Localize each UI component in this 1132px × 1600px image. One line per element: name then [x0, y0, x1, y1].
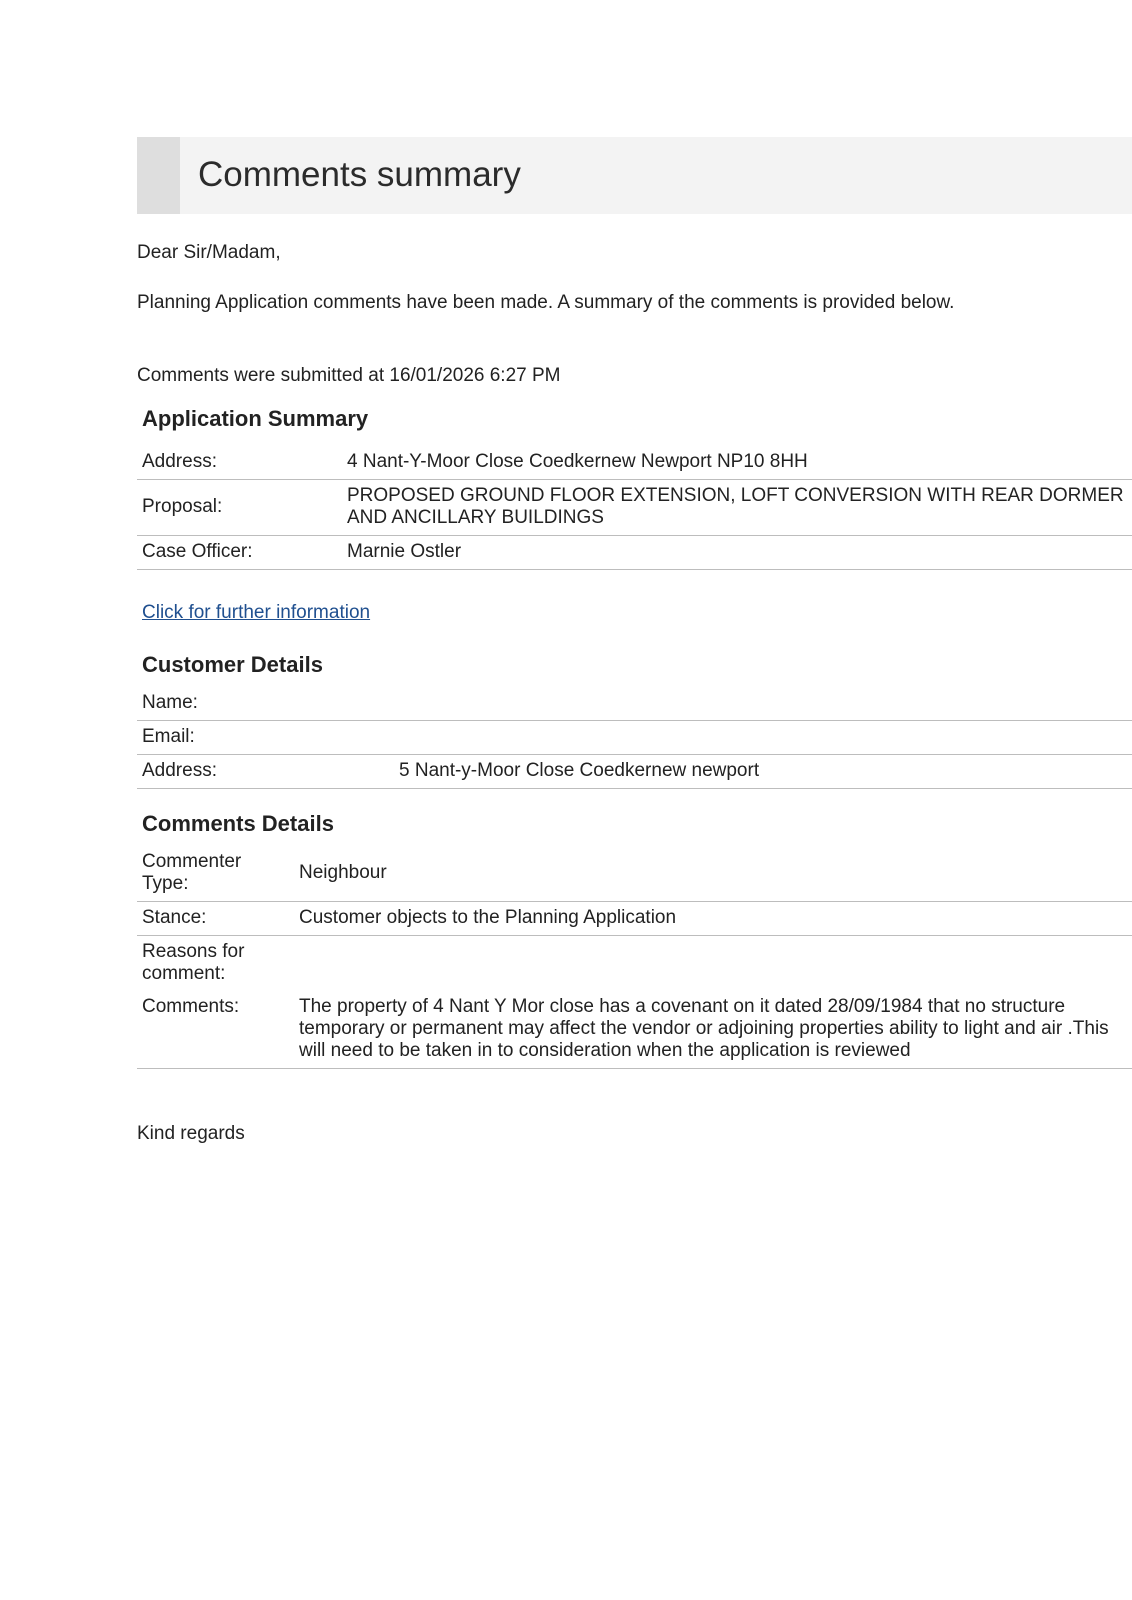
table-row — [137, 480, 1132, 536]
greeting: Dear Sir/Madam, — [137, 242, 281, 263]
closing: Kind regards — [137, 1123, 245, 1144]
page-title: Comments summary — [198, 155, 521, 194]
submitted-timestamp: Comments were submitted at 16/01/2026 6:27 PM — [137, 365, 561, 386]
name-value — [394, 687, 1132, 721]
proposal-value: PROPOSED GROUND FLOOR EXTENSION, LOFT CONVERSION WITH REAR DORMER AND ANCILLARY BUILDINGS — [342, 480, 1132, 536]
customer-address-value: 5 Nant-y-Moor Close Coedkernew newport — [394, 755, 1132, 789]
email-value — [394, 721, 1132, 755]
commenter-type-value: Neighbour — [294, 846, 1132, 902]
comments-label: Comments: — [137, 991, 294, 1069]
customer-details-table — [137, 687, 1132, 789]
comments-details-table — [137, 846, 1132, 1069]
table-row — [137, 755, 1132, 789]
customer-details-heading: Customer Details — [142, 652, 323, 677]
table-row — [137, 991, 1132, 1069]
case-officer-value: Marnie Ostler — [342, 536, 1132, 570]
commenter-type-label: Commenter Type: — [137, 846, 294, 902]
table-row — [137, 687, 1132, 721]
comments-details-heading: Comments Details — [142, 811, 334, 836]
table-row — [137, 902, 1132, 936]
reasons-value — [294, 936, 1132, 992]
name-label: Name: — [137, 687, 394, 721]
table-row — [137, 846, 1132, 902]
title-bar — [137, 137, 1132, 214]
stance-label: Stance: — [137, 902, 294, 936]
application-summary-heading: Application Summary — [142, 406, 369, 431]
reasons-label: Reasons for comment: — [142, 941, 245, 984]
table-row — [137, 446, 1132, 480]
comments-value: The property of 4 Nant Y Mor close has a covenant on it dated 28/09/1984 that no structure temporary or permanent may affect the vendor or adjoining properties ability to light and air .This will need to be taken in to consideration when the application is reviewed — [294, 991, 1132, 1069]
address-value: 4 Nant-Y-Moor Close Coedkernew Newport NP10 8HH — [342, 446, 1132, 480]
application-summary-table — [137, 446, 1132, 570]
document-page — [137, 137, 1132, 1144]
intro-text: Planning Application comments have been made. A summary of the comments is provided below. — [137, 292, 955, 313]
case-officer-label: Case Officer: — [137, 536, 342, 570]
address-label: Address: — [137, 446, 342, 480]
customer-address-label: Address: — [137, 755, 394, 789]
title-accent — [137, 137, 180, 214]
further-information-link[interactable]: Click for further information — [142, 602, 371, 623]
table-row — [137, 536, 1132, 570]
table-row — [137, 936, 1132, 992]
proposal-label: Proposal: — [137, 480, 342, 536]
table-row — [137, 721, 1132, 755]
stance-value: Customer objects to the Planning Application — [294, 902, 1132, 936]
email-label: Email: — [137, 721, 394, 755]
